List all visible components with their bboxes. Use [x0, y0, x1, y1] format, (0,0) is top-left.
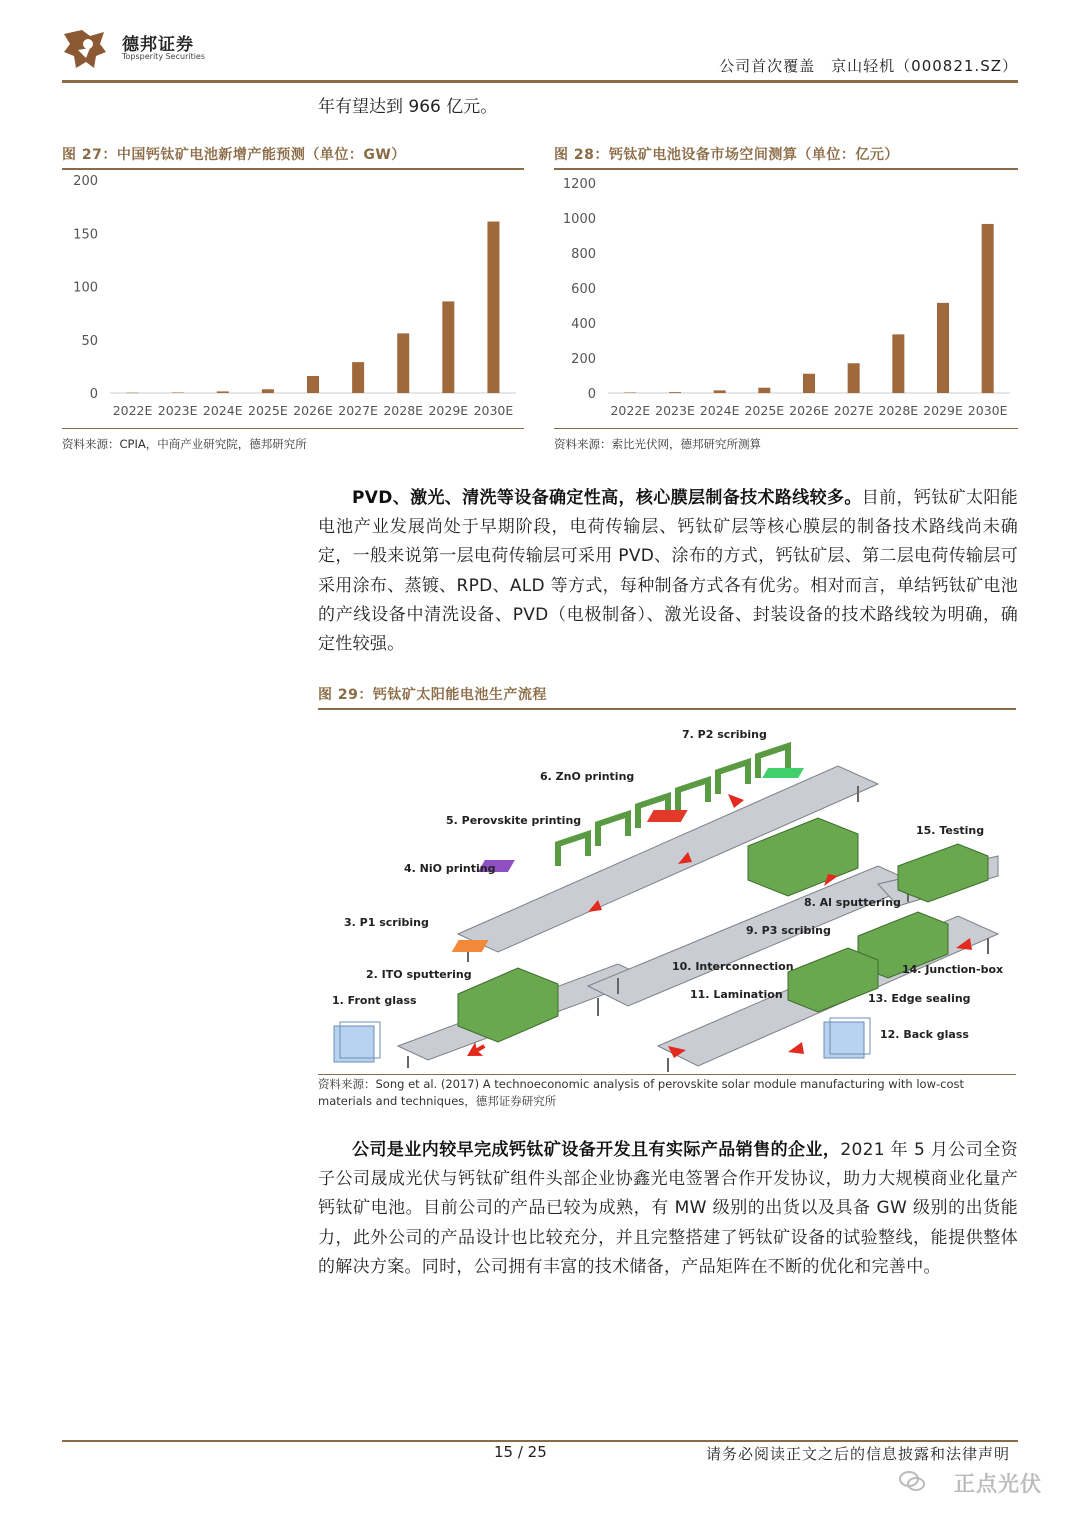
- wechat-icon: [899, 1470, 925, 1492]
- chart27-bar-2025E: [262, 389, 274, 393]
- paragraph-company-lead: 公司是业内较早完成钙钛矿设备开发且有实际产品销售的企业，: [352, 1140, 841, 1160]
- chart27-xtick-2027E: 2027E: [338, 403, 378, 418]
- chart28-bar-2024E: [714, 390, 726, 393]
- header-divider: [62, 80, 1018, 83]
- chart28-xtick-2025E: 2025E: [744, 403, 785, 418]
- chart27-ytick-1: 50: [81, 333, 98, 349]
- chart27-xtick-2028E: 2028E: [383, 403, 424, 418]
- logo-text: 德邦证券: [122, 35, 194, 55]
- flow-step-3: 3. P1 scribing: [344, 916, 429, 929]
- report-title: 公司首次覆盖 京山轻机（000821.SZ）: [719, 57, 1018, 75]
- chart28-ytick-3: 600: [571, 282, 596, 297]
- logo-subtext: Topsperity Securities: [122, 52, 206, 61]
- chart28-bar-2029E: [937, 303, 949, 393]
- fig27-chart: [62, 172, 524, 424]
- chart27-xtick-2025E: 2025E: [248, 403, 288, 418]
- chart27-bar-2029E: [442, 301, 454, 393]
- chart27-bar-2022E: [127, 393, 139, 394]
- flow-step-4: 4. NiO printing: [404, 862, 496, 875]
- chart27-bar-2027E: [352, 362, 364, 393]
- page-number: 15 / 25: [494, 1443, 547, 1461]
- paragraph-company-body: 2021 年 5 月公司全资子公司晟成光伏与钙钛矿组件头部企业协鑫光电签署合作开发协议，助力大规模商业化量产钙钛矿电池。目前公司的产品已较为成熟，有 MW 级别的出货以及具备 GW 级别的出货能力，此外公司的产品设计也比较充分，并且完整搭建了钙钛矿设备的试验整线，能提供整体的解决方案。同时，公司拥有丰富的技术储备，产品矩阵在不断的优化和完善中。: [318, 1140, 1018, 1277]
- chart28-xtick-2028E: 2028E: [878, 403, 919, 418]
- chart27-ytick-2: 100: [73, 280, 98, 296]
- chart28-bar-2027E: [848, 363, 860, 393]
- flow-step-14: 14. Junction-box: [902, 963, 1004, 976]
- paragraph-equipment: [318, 484, 1018, 659]
- paragraph-equipment-lead: PVD、激光、清洗等设备确定性高，核心膜层制备技术路线较多。: [352, 488, 862, 508]
- fig28-bottom-rule: [554, 428, 1018, 429]
- flow-step-7: 7. P2 scribing: [682, 728, 767, 741]
- chart27-bar-2028E: [397, 333, 409, 393]
- fig27-bottom-rule: [62, 428, 524, 429]
- chart27-ytick-4: 200: [73, 174, 98, 189]
- production-flow-diagram: [318, 716, 1016, 1074]
- chart27-xtick-2022E: 2022E: [112, 403, 153, 418]
- fig28-source: 资料来源：索比光伏网，德邦研究所测算: [554, 437, 761, 451]
- intro-tail-text: 年有望达到 966 亿元。: [318, 97, 498, 117]
- chart27-ytick-0: 0: [89, 387, 98, 402]
- chart27-xtick-2030E: 2030E: [473, 403, 514, 418]
- fig29-top-rule: [318, 708, 1016, 710]
- chart28-xtick-2024E: 2024E: [699, 403, 740, 418]
- flow-step-13: 13. Edge sealing: [868, 992, 971, 1005]
- disclaimer-text: 请务必阅读正文之后的信息披露和法律声明: [705, 1445, 1010, 1463]
- flow-step-1: 1. Front glass: [332, 994, 417, 1007]
- chart28-xtick-2023E: 2023E: [655, 403, 695, 418]
- chart27-bar-2026E: [307, 376, 319, 393]
- chart27-bar-2030E: [487, 222, 499, 393]
- footer-divider: [62, 1440, 1018, 1442]
- chart27-xtick-2029E: 2029E: [428, 403, 469, 418]
- fig29-title: 图 29：钙钛矿太阳能电池生产流程: [318, 687, 547, 703]
- logo-icon: [60, 26, 110, 72]
- chart28-bar-2025E: [758, 388, 770, 393]
- chart28-xtick-2027E: 2027E: [833, 403, 874, 418]
- fig29-source: 资料来源：Song et al. (2017) A technoeconomic analysis of perovskite solar module manufacturing with low-cost materials and techniques，德邦证券研究所: [318, 1077, 964, 1108]
- chart27-bar-2024E: [217, 391, 229, 393]
- chart27-xtick-2024E: 2024E: [202, 403, 243, 418]
- chart27-xtick-2023E: 2023E: [157, 403, 198, 418]
- fig28-top-rule: [554, 168, 1018, 170]
- fig27-top-rule: [62, 168, 524, 170]
- chart28-bar-2028E: [892, 334, 904, 393]
- chart27-ytick-3: 150: [73, 227, 98, 243]
- flow-step-2: 2. ITO sputtering: [366, 968, 472, 981]
- fig27-source: 资料来源：CPIA，中商产业研究院，德邦研究所: [62, 437, 307, 451]
- chart28-bar-2023E: [669, 392, 681, 393]
- flow-step-12: 12. Back glass: [880, 1028, 969, 1041]
- chart28-ytick-5: 1000: [562, 212, 596, 227]
- fig28-chart: [554, 172, 1018, 424]
- chart28-bar-2030E: [982, 224, 994, 393]
- chart28-ytick-6: 1200: [562, 177, 596, 192]
- chart28-xtick-2026E: 2026E: [789, 403, 829, 418]
- flow-step-8: 8. Al sputtering: [804, 896, 901, 909]
- chart28-ytick-0: 0: [587, 387, 596, 402]
- chart28-bar-2026E: [803, 374, 815, 393]
- chart28-xtick-2022E: 2022E: [610, 403, 651, 418]
- chart27-bar-2023E: [172, 392, 184, 393]
- flow-step-5: 5. Perovskite printing: [446, 814, 582, 827]
- watermark-text: 正点光伏: [954, 1472, 1042, 1496]
- chart28-bar-2022E: [624, 392, 636, 393]
- flow-step-11: 11. Lamination: [690, 988, 783, 1001]
- fig28-title: 图 28：钙钛矿电池设备市场空间测算（单位：亿元）: [554, 147, 899, 163]
- fig27-title: 图 27：中国钙钛矿电池新增产能预测（单位：GW）: [62, 147, 406, 163]
- flow-step-6: 6. ZnO printing: [540, 770, 635, 783]
- paragraph-company: [318, 1136, 1018, 1282]
- flow-step-10: 10. Interconnection: [672, 960, 794, 973]
- chart28-xtick-2029E: 2029E: [923, 403, 963, 418]
- chart28-ytick-1: 200: [571, 352, 596, 367]
- chart28-ytick-2: 400: [571, 317, 596, 332]
- chart28-ytick-4: 800: [571, 247, 596, 262]
- flow-step-15: 15. Testing: [916, 824, 985, 837]
- flow-step-9: 9. P3 scribing: [746, 924, 831, 937]
- paragraph-equipment-body: 目前，钙钛矿太阳能电池产业发展尚处于早期阶段，电荷传输层、钙钛矿层等核心膜层的制备技术路线尚未确定，一般来说第一层电荷传输层可采用 PVD、涂布的方式，钙钛矿层、第二层电荷传输层可采用涂布、蒸镀、RPD、ALD 等方式，每种制备方式各有优劣。相对而言，单结钙钛矿电池的产线设备中清洗设备、PVD（电极制备）、激光设备、封装设备的技术路线较为明确，确定性较强。: [318, 488, 1018, 655]
- chart27-xtick-2026E: 2026E: [293, 403, 333, 418]
- fig29-bottom-rule: [318, 1074, 1016, 1075]
- chart28-xtick-2030E: 2030E: [967, 403, 1008, 418]
